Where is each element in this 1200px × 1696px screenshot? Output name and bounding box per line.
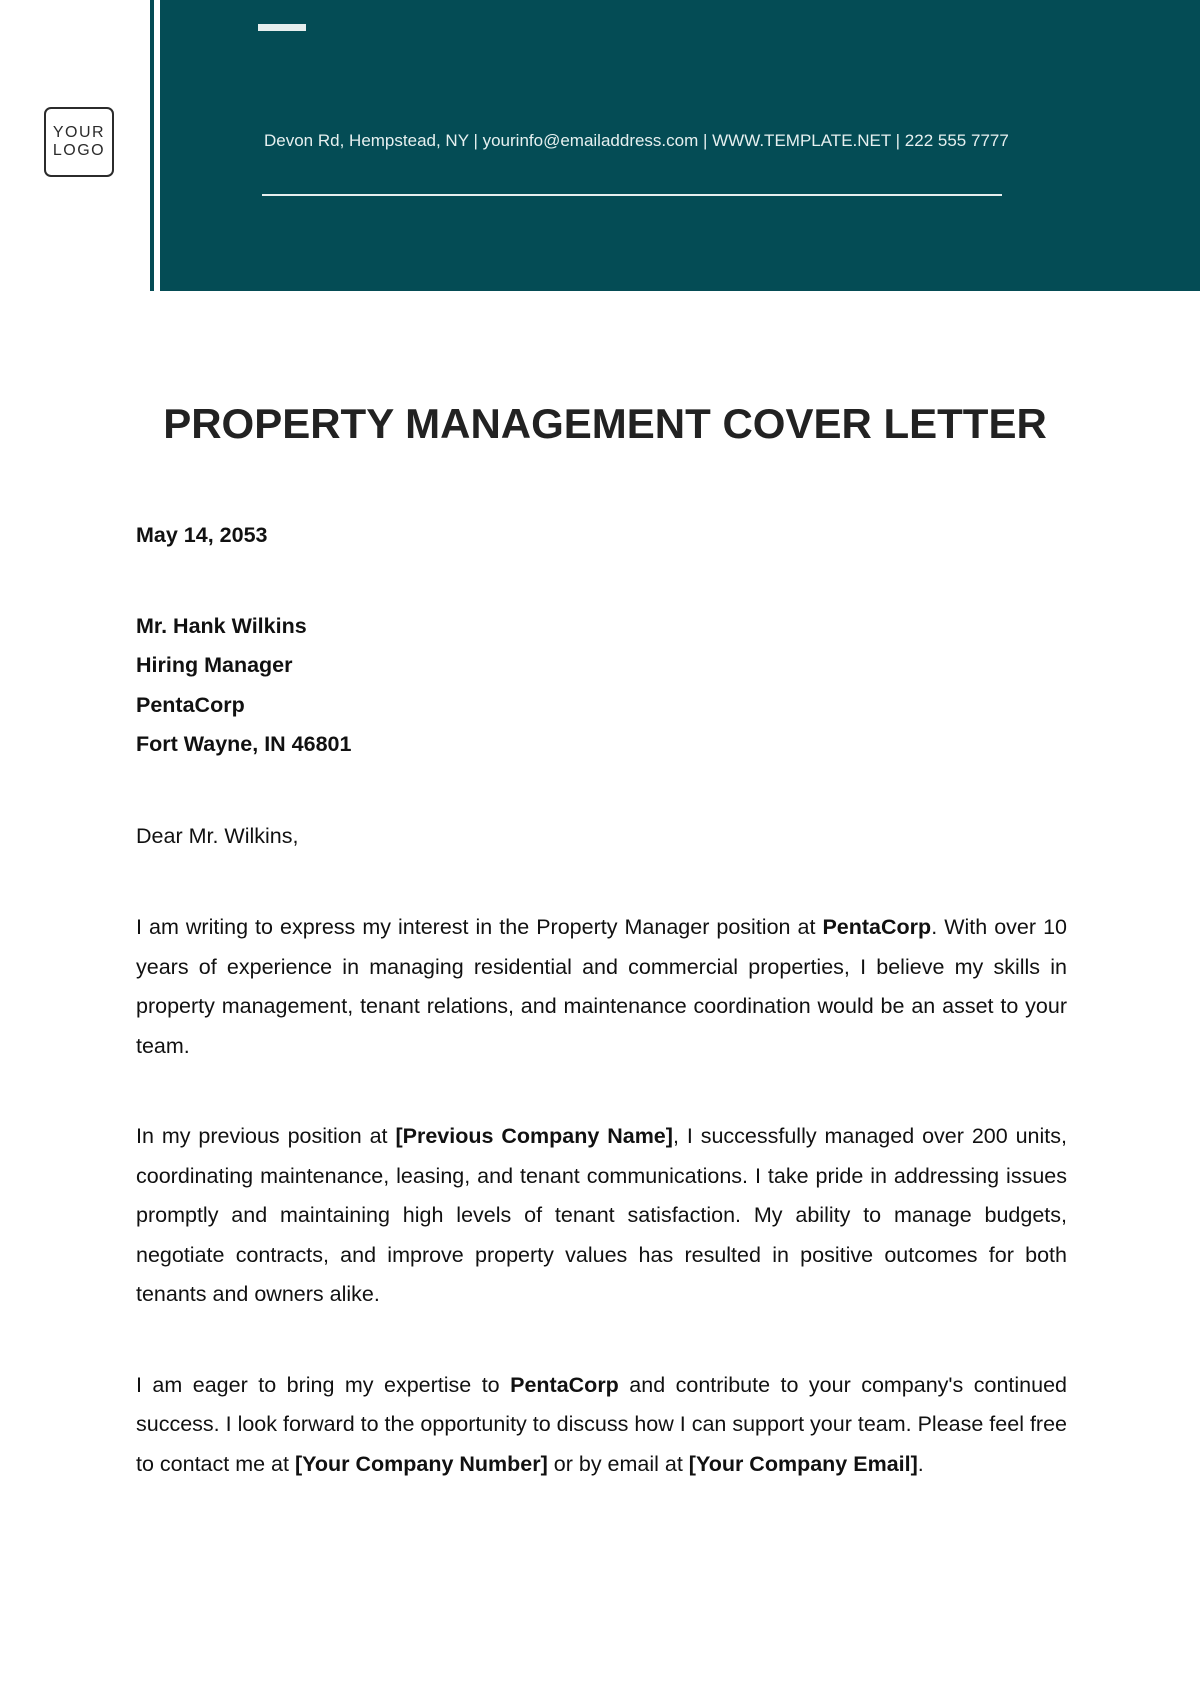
header-dash bbox=[258, 24, 306, 31]
contact-info: Devon Rd, Hempstead, NY | yourinfo@emailaddress.com | WWW.TEMPLATE.NET | 222 555 7777 bbox=[264, 131, 1009, 150]
recipient-block bbox=[136, 607, 1067, 765]
logo-text-line1: YOUR bbox=[52, 124, 106, 141]
recipient-position: Hiring Manager bbox=[136, 653, 293, 677]
paragraph-1-company: PentaCorp bbox=[822, 915, 932, 939]
paragraph-3-company: PentaCorp bbox=[510, 1372, 619, 1397]
paragraph-2-text-c: , I successfully managed over 200 units, coordinating maintenance, leasing, and tenant communications. I take pride in addressing issues promptly and maintaining high levels of tenant satisfaction. My ability to manage budgets, negotiate contracts, and improve property values has resulted in positive outcomes for both tenants and owners alike. bbox=[136, 1124, 1067, 1306]
logo-text-line2: LOGO bbox=[52, 142, 106, 159]
header-divider bbox=[262, 194, 1002, 196]
paragraph-1-text-a: I am writing to express my interest in the Property Manager position at bbox=[136, 915, 823, 939]
letter-date: May 14, 2053 bbox=[136, 523, 268, 547]
salutation: Dear Mr. Wilkins, bbox=[136, 823, 299, 848]
paragraph-3-text-e: or by email at bbox=[547, 1451, 689, 1476]
recipient-name: Mr. Hank Wilkins bbox=[136, 613, 307, 638]
paragraph-2-text-a: In my previous position at bbox=[136, 1124, 396, 1148]
paragraph-3-text-a: I am eager to bring my expertise to bbox=[136, 1372, 511, 1397]
paragraph-2-previous-company: [Previous Company Name] bbox=[395, 1124, 673, 1148]
recipient-company: PentaCorp bbox=[136, 692, 245, 717]
paragraph-3 bbox=[136, 1366, 1067, 1485]
paragraph-3-company-number: [Your Company Number] bbox=[294, 1451, 548, 1476]
paragraph-2 bbox=[136, 1117, 1067, 1315]
paragraph-1-text-c: . With over 10 years of experience in managing residential and commercial properties, I believe my skills in property management, tenant relations, and maintenance coordination would be an asset to your team. bbox=[136, 915, 1067, 1058]
header-accent-bar bbox=[150, 0, 154, 291]
paragraph-3-text-c: and contribute to your company's continued success. I look forward to the opportunity to discuss how I can support your team. Please feel free to contact me at bbox=[136, 1372, 1067, 1476]
recipient-location: Fort Wayne, IN 46801 bbox=[136, 732, 352, 756]
paragraph-3-company-email: [Your Company Email] bbox=[688, 1451, 918, 1476]
company-logo bbox=[44, 107, 114, 177]
paragraph-3-text-g: . bbox=[917, 1451, 924, 1476]
letter-body bbox=[136, 516, 1067, 1535]
paragraph-1 bbox=[136, 908, 1067, 1066]
page-title: PROPERTY MANAGEMENT COVER LETTER bbox=[163, 400, 1047, 447]
